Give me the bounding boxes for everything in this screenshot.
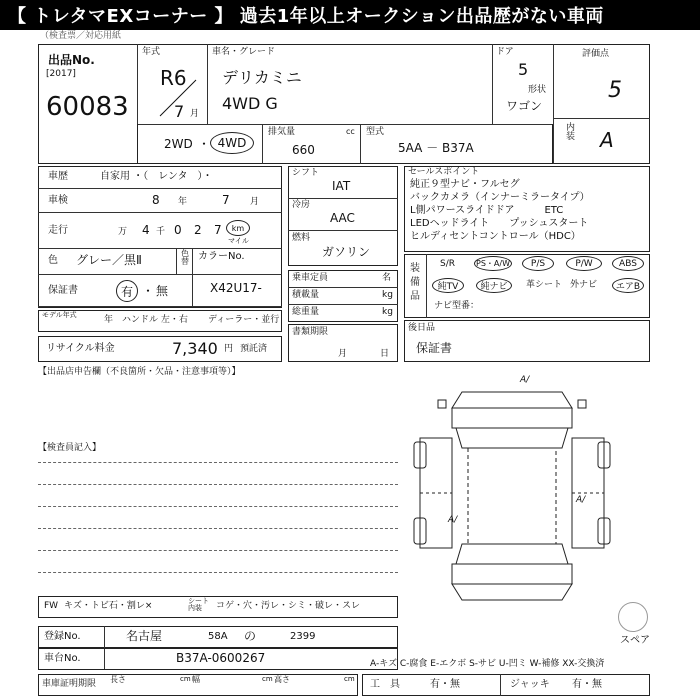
seller-notes-label: 【出品店申告欄（不良箇所・欠品・注意事項等）】 [38, 367, 241, 377]
doc-deadline-label: 書類期限 [292, 327, 329, 337]
drive-4wd: 4WD [210, 132, 254, 154]
model-label: 車名・グレード [212, 47, 276, 57]
aircon-label: 冷房 [292, 200, 311, 210]
banner-title: 【 トレタマEXコーナー 】 過去1年以上オークション出品歴がない車両 [0, 0, 700, 30]
color-value: グレー／黒Ⅱ [76, 253, 142, 267]
equip-sr: S/R [440, 259, 455, 269]
shape-label: 形状 [528, 85, 547, 95]
doors-label: ドア [496, 47, 514, 57]
equip-aw: PS・A/W [474, 256, 512, 271]
equip-airbag: エアB [612, 278, 644, 293]
model-code-value: 5AA － B37A [398, 141, 474, 155]
shift-value: IAT [332, 179, 351, 193]
displacement-unit: cc [346, 127, 355, 136]
recycle-value: 7,340 [172, 339, 218, 358]
interior-value: A [600, 128, 614, 152]
equip-pw: P/W [566, 256, 602, 271]
spare-label: スペア [620, 635, 650, 646]
chassis-value: B37A-0600267 [176, 651, 266, 665]
model-name: デリカミニ [222, 68, 302, 87]
sales-point-1: 純正９型ナビ・フルセグ [410, 179, 520, 190]
fuel-value: ガソリン [322, 245, 371, 259]
inspector-notes-label: 【検査員記入】 [38, 443, 102, 453]
score-label: 評価点 [582, 49, 610, 59]
equip-tv: 純TV [432, 278, 464, 293]
drive-2wd: 2WD [164, 137, 193, 151]
lot-label: 出品No. [48, 53, 95, 67]
equip-navi: 純ナビ [476, 278, 512, 293]
history-options: 自家用 ・（ レンタ ）・ [100, 171, 213, 182]
after-sales-value: 保証書 [416, 341, 453, 355]
plate-city: 名古屋 [126, 629, 163, 643]
year-label: 年式 [142, 47, 161, 57]
color-code: X42U17- [210, 281, 262, 295]
fuel-label: 燃料 [292, 233, 311, 243]
diagram-mark-top: A/ [520, 375, 530, 385]
top-note: （検査票／対応用紙 [40, 31, 122, 41]
year-month-unit: 月 [190, 109, 200, 119]
damage-legend: A-キズ C-腐食 E-エクボ S-サビ U-凹ミ W-補修 XX-交換済 [370, 659, 605, 669]
plate-class: 58A [208, 631, 228, 642]
shift-label: シフト [292, 168, 320, 178]
mileage-digit-3: 2 [194, 223, 202, 237]
equip-abs: ABS [612, 256, 644, 271]
displacement-label: 排気量 [268, 127, 296, 137]
sales-point-2: バックカメラ（インナーミラータイプ） [410, 192, 590, 203]
sales-point-3: L側パワースライドドア ETC [410, 205, 564, 216]
history-label: 車歴 [48, 171, 68, 182]
diagram-mark-left: A/ [448, 515, 458, 525]
displacement-value: 660 [292, 143, 315, 157]
plate-hira: の [244, 629, 257, 643]
inspection-label: 車検 [48, 195, 68, 206]
inspection-year: 8 [152, 193, 160, 207]
color-code-label: カラーNo. [198, 251, 245, 262]
warranty-label: 保証書 [48, 285, 78, 296]
diagram-mark-right: A/ [576, 495, 586, 505]
mileage-digit-2: 0 [174, 223, 182, 237]
year-month: 7 [174, 102, 185, 121]
score-value: 5 [608, 78, 622, 103]
warranty-yes: 有 [116, 280, 138, 302]
plate-number: 2399 [290, 631, 316, 642]
mileage-digit-1: 4 [142, 223, 150, 237]
model-code-label: 型式 [366, 127, 385, 137]
warranty-no: 無 [156, 284, 169, 298]
sales-point-5: ヒルディセントコントロール（HDC） [410, 231, 581, 242]
lot-stamp: [2017] [46, 69, 76, 79]
equip-ps: P/S [522, 256, 554, 271]
sales-point-4: LEDヘッドライト プッシュスタート [410, 218, 589, 229]
year-era: R6 [160, 66, 187, 90]
model-grade: 4WD G [222, 94, 278, 113]
mileage-km: km [226, 220, 250, 236]
lot-number: 60083 [46, 92, 129, 122]
spare-tire-icon [618, 602, 648, 632]
interior-label: 内装 [566, 123, 576, 142]
shape-value: ワゴン [506, 99, 543, 113]
jack-value: 有・無 [572, 679, 602, 690]
mileage-label: 走行 [48, 225, 68, 236]
aircon-value: AAC [330, 211, 355, 225]
inspection-month: 7 [222, 193, 230, 207]
plate-label: 登録No. [44, 631, 81, 642]
doors-value: 5 [518, 60, 529, 79]
color-label: 色 [48, 255, 58, 266]
recycle-label: リサイクル料金 [46, 343, 115, 354]
mileage-digit-4: 7 [214, 223, 222, 237]
chassis-label: 車台No. [44, 653, 81, 664]
tools-value: 有・無 [430, 679, 460, 690]
